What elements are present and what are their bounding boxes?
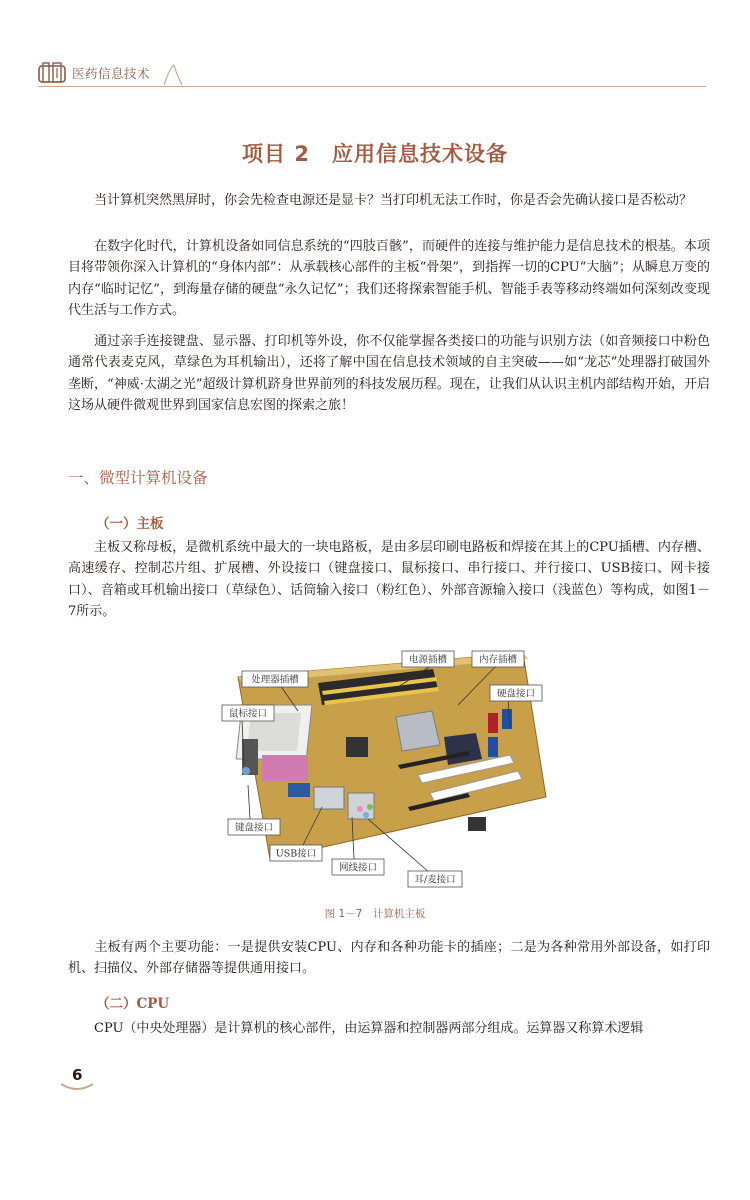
- paragraph-2: 在数字化时代，计算机设备如同信息系统的“四肢百骸”，而硬件的连接与维护能力是信息技术的根基。本项目将带领你深入计算机的“身体内部”：从承载核心部件的主板“骨架”，到指挥一切的CPU“大脑”；从瞬息万变的内存“临时记忆”，到海量存储的硬盘“永久记忆”；我们还将探索智能手机、智能手表等移动终端如何深刻改变现代生活与工作方式。: [68, 239, 710, 319]
- label-lan-port: 网线接口: [338, 862, 378, 874]
- running-header: [38, 58, 706, 88]
- subsection-heading-cpu: （二）CPU: [96, 996, 170, 1012]
- label-power-slot: 电源插槽: [408, 654, 448, 666]
- book-title: 医药信息技术: [72, 66, 151, 81]
- paragraph-6: CPU（中央处理器）是计算机的核心部件，由运算器和控制器两部分组成。运算器又称算术逻辑: [94, 1021, 644, 1036]
- label-cpu-socket: 处理器插槽: [251, 674, 299, 686]
- label-hdd-port: 硬盘接口: [496, 688, 536, 700]
- book-logo-icon: [38, 62, 66, 84]
- paragraph-5: 主板有两个主要功能：一是提供安装CPU、内存和各种功能卡的插座；二是为各种常用外部设备，如打印机、扫描仪、外部存储器等提供通用接口。: [68, 940, 710, 977]
- header-rule: [38, 86, 706, 87]
- label-mouse-port: 鼠标接口: [228, 708, 268, 720]
- paragraph-3: 通过亲手连接键盘、显示器、打印机等外设，你不仅能掌握各类接口的功能与识别方法（如音频接口中粉色通常代表麦克风，草绿色为耳机输出），还将了解中国在信息技术领域的自主突破——如“龙芯”处理器打破国外垄断，“神威·太湖之光”超级计算机跻身世界前列的科技发展历程。现在，让我们从认识主机内部结构开始，开启这场从硬件微观世界到国家信息宏图的探索之旅！: [68, 334, 710, 414]
- header-ornament-icon: [162, 63, 184, 87]
- motherboard-figure: [218, 647, 548, 893]
- chapter-title: 项目 2 应用信息技术设备: [242, 142, 508, 166]
- page-number: 6: [72, 1066, 83, 1084]
- paragraph-1: 当计算机突然黑屏时，你会先检查电源还是显卡？当打印机无法工作时，你是否会先确认接口是否松动？: [94, 193, 693, 208]
- label-keyboard-port: 键盘接口: [234, 822, 274, 834]
- section-heading: 一、微型计算机设备: [68, 469, 208, 487]
- label-usb-port: USB接口: [275, 848, 317, 860]
- paragraph-4: 主板又称母板，是微机系统中最大的一块电路板，是由多层印刷电路板和焊接在其上的CPU插槽、内存槽、高速缓存、控制芯片组、扩展槽、外设接口（键盘接口、鼠标接口、串行接口、并行接口、USB接口、网卡接口）、音箱或耳机输出接口（草绿色）、话筒输入接口（粉红色）、外部音源输入接口（浅蓝色）等构成，如图1－7所示。: [68, 540, 710, 620]
- label-memory-slot: 内存插槽: [478, 654, 518, 666]
- subsection-heading-mainboard: （一）主板: [96, 516, 164, 532]
- page-number-ornament-icon: [60, 1082, 94, 1092]
- label-audio-port: 耳/麦接口: [414, 874, 456, 886]
- figure-caption: 图 1－7 计算机主板: [324, 908, 426, 920]
